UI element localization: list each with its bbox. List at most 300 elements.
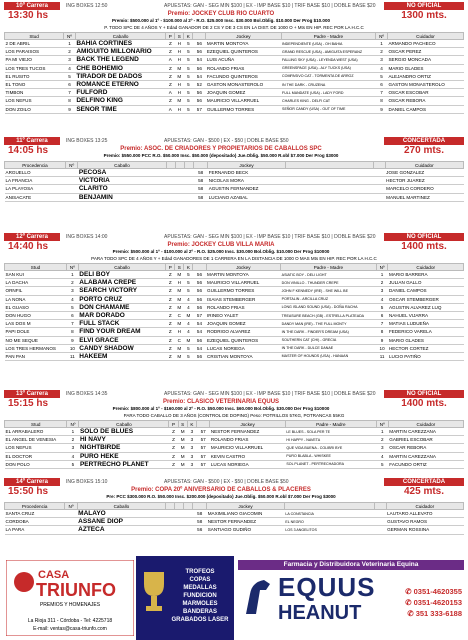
cell-stud: EL ARRABALERO bbox=[5, 428, 67, 436]
cell-saddle-number: 10 bbox=[67, 344, 79, 352]
race-time: 13:30 hs bbox=[8, 10, 49, 21]
cell-pedigree: JOHN F KENNEDY (IRE) - SHE WILL BE bbox=[281, 287, 377, 295]
cell-pedigree bbox=[285, 193, 373, 201]
cell-saddle-number: 4 bbox=[64, 64, 76, 72]
cell-saddle-number: 1 bbox=[67, 271, 79, 279]
runner-row bbox=[5, 320, 464, 328]
cell-p: Z bbox=[166, 80, 175, 88]
cell-p: Z bbox=[166, 303, 175, 311]
cell-p: A bbox=[166, 105, 175, 113]
cell-saddle-number: 8 bbox=[64, 97, 76, 105]
cell-k: 3 bbox=[187, 428, 196, 436]
trofeos-line: MEDALLAS bbox=[183, 585, 217, 591]
column-header: P bbox=[169, 421, 178, 428]
cell-stud: LOS NEFUS bbox=[5, 97, 64, 105]
cell-pedigree: FULL MANDATE (USA) - LADY FORD bbox=[281, 89, 376, 97]
cell-stud: SAN KUI bbox=[5, 271, 67, 279]
runner-row bbox=[5, 352, 464, 360]
cell-trainer: NAHUEL VIJARRA bbox=[388, 311, 464, 319]
cell-weight: 57 bbox=[193, 311, 206, 319]
cell-jockey: FACUNDO QUINTEROS bbox=[206, 72, 281, 80]
boxes-time: ING BOXES 15:10 bbox=[66, 479, 108, 485]
column-header: Nº bbox=[376, 264, 388, 271]
column-header: S bbox=[175, 33, 184, 40]
column-header bbox=[373, 162, 385, 169]
cell-horse-name: SEÑOR TIME bbox=[75, 105, 166, 113]
runner-row bbox=[5, 185, 464, 193]
table-header-row bbox=[5, 33, 464, 40]
cell-horse-name: DELI BOY bbox=[78, 271, 165, 279]
cell-horse-name: BACK THE LEGEND bbox=[75, 56, 166, 64]
cell-saddle-number: 5 bbox=[67, 460, 79, 468]
cell-jockey: CRISTIAN MONTOYA bbox=[206, 352, 281, 360]
cell-pedigree: LA CONSTANCIA bbox=[284, 510, 374, 518]
cell-p: Z bbox=[166, 320, 175, 328]
cell-saddle-number: 6 bbox=[67, 311, 79, 319]
cell-trainer: MARIO BARRERA bbox=[388, 271, 464, 279]
cell-weight: 58 bbox=[193, 518, 207, 526]
race-distance: 1400 mts. bbox=[401, 241, 447, 252]
cell-stud: LA NONA bbox=[5, 295, 67, 303]
column-header: Procedencia bbox=[5, 503, 65, 510]
column-header: Nº bbox=[376, 33, 388, 40]
cell-horse-name: TIRADOR DE DADOS bbox=[75, 72, 166, 80]
runner-row bbox=[5, 428, 464, 436]
cell-number: 8 bbox=[376, 328, 388, 336]
cell-p: Z bbox=[166, 40, 175, 48]
cell-p bbox=[166, 177, 175, 185]
cell-number bbox=[374, 526, 386, 534]
cell-pedigree: IN THE DARK - FINDER'S DREAM (USA) bbox=[281, 328, 377, 336]
cell-weight: 56 bbox=[193, 287, 206, 295]
cell-stud: DON ZOILO bbox=[5, 105, 64, 113]
cell-pedigree: ASIATIC BOY - DELI LIGHT bbox=[281, 271, 377, 279]
cell-trainer: OSCAR ESCOBAR bbox=[387, 89, 463, 97]
runner-row bbox=[5, 518, 464, 526]
cell-p: Z bbox=[169, 460, 178, 468]
column-header bbox=[374, 503, 386, 510]
cell-k: 5 bbox=[184, 279, 193, 287]
column-header: K bbox=[187, 421, 196, 428]
cell-stud: LOS PARAISOS bbox=[5, 48, 64, 56]
runner-row bbox=[5, 510, 464, 518]
cell-saddle-number: 3 bbox=[64, 56, 76, 64]
column-header bbox=[194, 162, 208, 169]
race-conditions: PARA TODO CABALLO DE 3 AÑOS (CONTROL DE DOPING) Peso: POTRILLOS 57KG, POTRANCAS 55KG bbox=[123, 413, 345, 418]
cell-s: M bbox=[178, 444, 187, 452]
cell-stud: LA FRANCIA bbox=[5, 177, 66, 185]
cell-horse-name: ELVI GRACE bbox=[78, 336, 165, 344]
trophy-icon bbox=[14, 572, 34, 592]
cell-saddle-number: 7 bbox=[64, 89, 76, 97]
cell-jockey: NESTOR FERNANDEZ bbox=[207, 518, 285, 526]
cell-p bbox=[166, 510, 175, 518]
cell-pedigree: MASTER OF HOUNDS (USA) - HANAAN bbox=[281, 352, 377, 360]
runner-row bbox=[5, 328, 464, 336]
column-header bbox=[175, 503, 184, 510]
cell-horse-name: HAKEEM bbox=[78, 352, 165, 360]
race-block bbox=[4, 2, 464, 113]
runners-table bbox=[4, 502, 464, 535]
cell-pedigree: SEÑOR CANDY (USA) - OUT OF TIME bbox=[281, 105, 376, 113]
column-header: Jockey bbox=[208, 162, 286, 169]
cell-trainer: DANIEL CAMPOS bbox=[388, 287, 464, 295]
race-number: 11º Carrera bbox=[4, 137, 60, 145]
cell-number bbox=[374, 510, 386, 518]
race-distance: 270 mts. bbox=[403, 145, 445, 156]
column-header: Caballo bbox=[77, 503, 165, 510]
cell-saddle-number bbox=[65, 185, 77, 193]
cell-p: Z bbox=[166, 279, 175, 287]
cell-pedigree bbox=[285, 177, 373, 185]
cell-horse-name: MALAYO bbox=[77, 510, 165, 518]
cell-p: Z bbox=[166, 271, 175, 279]
column-header: Nº bbox=[64, 33, 76, 40]
cell-k: 5 bbox=[184, 64, 193, 72]
column-header: Cuidador bbox=[388, 264, 464, 271]
cell-saddle-number bbox=[65, 193, 77, 201]
cell-s bbox=[175, 177, 184, 185]
cell-s: M bbox=[175, 72, 184, 80]
boxes-time: ING BOXES 12:50 bbox=[66, 3, 108, 9]
runner-row bbox=[5, 80, 464, 88]
cell-s: M bbox=[175, 287, 184, 295]
cell-stud: DON POLO bbox=[5, 460, 67, 468]
cell-jockey: EZEQUIEL QUINTEROS bbox=[206, 336, 281, 344]
column-header: Jockey bbox=[207, 503, 285, 510]
bets-info: APUESTAS: GAN - $500 | EX - $50 | DOBLE BASE $50 bbox=[164, 138, 289, 144]
column-header: K bbox=[184, 33, 193, 40]
svg-text:CASA: CASA bbox=[38, 569, 70, 581]
cell-stud: LA PLAYOSA bbox=[5, 185, 66, 193]
cell-number bbox=[373, 169, 385, 177]
cell-s: H bbox=[175, 80, 184, 88]
cell-k: 5 bbox=[184, 97, 193, 105]
cell-weight: 56 bbox=[193, 352, 206, 360]
cell-k bbox=[184, 518, 193, 526]
cell-stud: PA MI VIEJO bbox=[5, 56, 64, 64]
cell-number bbox=[373, 177, 385, 185]
cell-horse-name: AMIGUITO MILLONARIO bbox=[75, 48, 166, 56]
cell-horse-name: SOLO DE BLUES bbox=[79, 428, 169, 436]
cell-pedigree: TREASURE BEACH (GB) - ESTRELLA PLATEADA bbox=[281, 311, 377, 319]
cell-s: M bbox=[175, 97, 184, 105]
cell-k: 3 bbox=[187, 452, 196, 460]
cell-weight: 56 bbox=[193, 48, 206, 56]
runners-table bbox=[4, 32, 464, 114]
column-header: S bbox=[178, 421, 187, 428]
cell-s: M bbox=[175, 295, 184, 303]
runner-row bbox=[5, 105, 464, 113]
cell-k: 4 bbox=[184, 320, 193, 328]
cell-pedigree: CHARLES KING - DELFI CAT bbox=[281, 97, 376, 105]
cell-jockey: LUCIANO AZABAL bbox=[208, 193, 286, 201]
cell-p: Z bbox=[169, 452, 178, 460]
cell-trainer: ALEJANDRO ORTIZ bbox=[387, 72, 463, 80]
cell-pedigree: PORTALIN - ARCILLA CRUZ bbox=[281, 295, 377, 303]
runner-row bbox=[5, 72, 464, 80]
cell-pedigree bbox=[285, 185, 373, 193]
boxes-time: ING BOXES 14:35 bbox=[66, 391, 108, 397]
cell-saddle-number: 2 bbox=[64, 48, 76, 56]
cell-saddle-number: 4 bbox=[67, 452, 79, 460]
column-header bbox=[193, 264, 206, 271]
runner-row bbox=[5, 295, 464, 303]
bets-info: APUESTAS: GAN - SEG MIN $100 | EX - IMP BASE $10 | TRIF BASE $10 | DOBLE BASE $20 bbox=[164, 3, 376, 9]
cell-number: 10 bbox=[376, 344, 388, 352]
cell-stud: ARGUELLO bbox=[5, 169, 66, 177]
cell-weight: 58 bbox=[194, 185, 208, 193]
cell-k: 3 bbox=[187, 460, 196, 468]
cell-k: 3 bbox=[187, 436, 196, 444]
cell-stud: LA PARA bbox=[5, 526, 65, 534]
cell-stud: EL DOCTOR bbox=[5, 452, 67, 460]
cell-k bbox=[184, 185, 193, 193]
column-header: Nº bbox=[376, 421, 388, 428]
table-header-row bbox=[5, 503, 464, 510]
cell-trainer: GABRIEL ESCOBAR bbox=[388, 436, 463, 444]
race-prize-detail: Premio: $550.000 PCC R.O. $50.000 Insc. $50.000 (depositado) Jue.Oblig. $50.000 R.obl $7.000 Der Prog $3000 bbox=[103, 153, 339, 158]
runner-row bbox=[5, 526, 464, 534]
cell-stud: LOS NEFUS bbox=[5, 444, 67, 452]
race-premio: Premio: JOCKEY CLUB VILLA MARIA bbox=[167, 242, 275, 248]
cell-trainer: JOSE GONZALEZ bbox=[385, 169, 463, 177]
cell-jockey: NICOLAS MORA bbox=[208, 177, 286, 185]
cell-number: 1 bbox=[376, 40, 388, 48]
cell-jockey: EZEQUIEL QUINTEROS bbox=[206, 48, 281, 56]
cell-jockey: SANTIAGO GUDIÑO bbox=[207, 526, 285, 534]
cell-k bbox=[184, 169, 193, 177]
cell-stud: DON HUGO bbox=[5, 311, 67, 319]
column-header: Caballo bbox=[78, 162, 166, 169]
trofeos-line: TROFEOS bbox=[185, 569, 215, 575]
cell-horse-name: HI NAVY bbox=[79, 436, 169, 444]
runner-row bbox=[5, 48, 464, 56]
cell-s: H bbox=[175, 40, 184, 48]
cell-jockey: AGUSTIN FERNANDEZ bbox=[208, 185, 286, 193]
cell-weight: 56 bbox=[193, 295, 206, 303]
cell-weight: 57 bbox=[196, 436, 209, 444]
bets-info: APUESTAS: GAN - SEG MIN $100 | EX - IMP BASE $10 | TRIF BASE $10 | DOBLE BASE $20 bbox=[164, 234, 376, 240]
boxes-time: ING BOXES 13:25 bbox=[66, 138, 108, 144]
trofeos-line: COPAS bbox=[189, 577, 211, 583]
cell-saddle-number: 1 bbox=[64, 40, 76, 48]
runner-row bbox=[5, 303, 464, 311]
cell-horse-name: NIGHTBIRDE bbox=[79, 444, 169, 452]
cell-trainer: MARIO GLADES bbox=[388, 336, 464, 344]
cell-jockey: ROLANDO FRIAS bbox=[206, 303, 281, 311]
race-block bbox=[4, 233, 464, 360]
cell-horse-name: ASSANE DIOP bbox=[77, 518, 165, 526]
cell-trainer: MANUEL MARTINEZ bbox=[385, 193, 463, 201]
svg-text:La Rioja 311 - Córdoba - Tel:: La Rioja 311 - Córdoba - Tel: 4225718 bbox=[27, 618, 113, 624]
column-header: Jockey bbox=[206, 33, 281, 40]
column-header: Cuidador bbox=[387, 33, 463, 40]
cell-stud: EL GUASO bbox=[5, 303, 67, 311]
cell-s: M bbox=[178, 428, 187, 436]
cell-number: 1 bbox=[376, 271, 388, 279]
race-prize-detail: Premio: $500.000 al 1º - $100.000 al 2º - R.O. $25.000 Insc. $30.000 Bol.Oblig. $10.000 Der Prog $10000 bbox=[112, 249, 330, 254]
cell-pedigree: DON VINILLO - THUNDER CREPE bbox=[281, 279, 377, 287]
phone-number: ✆ 0351-4620355 bbox=[405, 587, 462, 596]
column-header bbox=[175, 162, 184, 169]
cell-horse-name: PERTRECHO PLANET bbox=[79, 460, 169, 468]
cell-stud: PAPI DOLE bbox=[5, 328, 67, 336]
cell-trainer: HECTOR CORTEZ bbox=[388, 344, 464, 352]
cell-number bbox=[374, 518, 386, 526]
cell-k: 5 bbox=[184, 80, 193, 88]
cell-saddle-number: 3 bbox=[67, 287, 79, 295]
race-time: 15:15 hs bbox=[8, 398, 49, 409]
cell-trainer: GERMAN ROSSINA bbox=[386, 526, 463, 534]
cell-saddle-number: 2 bbox=[67, 279, 79, 287]
cell-saddle-number bbox=[65, 526, 77, 534]
cell-stud: 2 DE ABRIL bbox=[5, 40, 64, 48]
cell-jockey: LUCAS NORIEGA bbox=[210, 460, 286, 468]
cell-trainer: FACUNDO ORTIZ bbox=[388, 460, 463, 468]
column-header: P bbox=[166, 264, 175, 271]
table-header-row bbox=[5, 162, 464, 169]
race-status: NO OFICIAL bbox=[384, 390, 464, 398]
cell-s: M bbox=[178, 460, 187, 468]
cell-s: M bbox=[175, 320, 184, 328]
cell-horse-name: CANDY SHADOW bbox=[78, 344, 165, 352]
cell-pedigree: IN THE DARK - CRUZENA bbox=[281, 80, 376, 88]
cell-weight: 57 bbox=[196, 452, 209, 460]
column-header: Cuidador bbox=[385, 162, 463, 169]
runner-row bbox=[5, 444, 464, 452]
cell-k: 5 bbox=[184, 72, 193, 80]
cell-number: 2 bbox=[376, 436, 388, 444]
cell-trainer: OSCAR REBORA bbox=[388, 444, 463, 452]
race-block bbox=[4, 478, 464, 534]
svg-text:TRIUNFO: TRIUNFO bbox=[36, 580, 116, 600]
race-number: 13º Carrera bbox=[4, 390, 60, 398]
cell-p: Z bbox=[166, 352, 175, 360]
cell-number: 11 bbox=[376, 352, 388, 360]
cell-jockey: ROLANDO FRIAS bbox=[210, 436, 286, 444]
cell-stud: LAS DOS M bbox=[5, 320, 67, 328]
race-distance: 1300 mts. bbox=[401, 10, 447, 21]
cell-pedigree: COMPASIVO CAT - TORMENTA DE ARROZ bbox=[281, 72, 376, 80]
svg-text:PREMIOS Y HOMENAJES: PREMIOS Y HOMENAJES bbox=[39, 602, 101, 608]
cell-jockey: GUILLERMO TORRES bbox=[206, 287, 281, 295]
column-header: Padre - Madre bbox=[285, 421, 376, 428]
cell-trainer: MARTIN CAREZZANA bbox=[388, 428, 463, 436]
cell-k bbox=[184, 526, 193, 534]
trofeos-ad bbox=[136, 556, 234, 640]
cell-weight: 57 bbox=[196, 460, 209, 468]
cell-trainer: AGUSTIN ALVAREZ LUQ bbox=[388, 303, 464, 311]
cell-k: 5 bbox=[184, 56, 193, 64]
cell-number: 7 bbox=[376, 89, 388, 97]
cell-k: 5 bbox=[184, 105, 193, 113]
cell-stud: LOS TRES TUCOS bbox=[5, 64, 64, 72]
runner-row bbox=[5, 177, 464, 185]
cell-weight: 56 bbox=[193, 64, 206, 72]
runner-row bbox=[5, 271, 464, 279]
cell-horse-name: BENJAMIN bbox=[78, 193, 166, 201]
column-header bbox=[166, 503, 175, 510]
cell-p: Z bbox=[166, 48, 175, 56]
runner-row bbox=[5, 344, 464, 352]
cell-jockey: LUIS ACUÑA bbox=[206, 56, 281, 64]
race-time: 15:50 hs bbox=[8, 486, 49, 497]
cell-k: 5 bbox=[184, 89, 193, 97]
cell-k: M bbox=[184, 311, 193, 319]
cell-saddle-number: 1 bbox=[67, 428, 79, 436]
cell-number: 4 bbox=[376, 64, 388, 72]
cell-number: 7 bbox=[376, 320, 388, 328]
race-number: 10º Carrera bbox=[4, 2, 60, 10]
column-header: Padre - Madre bbox=[281, 264, 377, 271]
cell-trainer: MARCELO CORDERO bbox=[385, 185, 463, 193]
cell-horse-name: FIND YOUR DREAM bbox=[78, 328, 165, 336]
cell-weight: 56 bbox=[193, 271, 206, 279]
cell-number: 3 bbox=[376, 444, 388, 452]
cell-saddle-number bbox=[65, 169, 77, 177]
cell-p: Z bbox=[166, 311, 175, 319]
cell-trainer: ARMANDO PACHECO bbox=[387, 40, 463, 48]
cell-s: M bbox=[178, 436, 187, 444]
cell-saddle-number: 5 bbox=[64, 72, 76, 80]
equus-ad: Farmacia y Distribuidora Veterinaria Equina EQUUS HEANUT ✆ 0351-4620355 ✆ 0351-4620153 ✆ 351 333-6188 bbox=[238, 560, 464, 636]
cell-s bbox=[175, 169, 184, 177]
cell-jockey: GASTON MONASTEROLO bbox=[206, 80, 281, 88]
cell-stud: NO ME SEQUE bbox=[5, 336, 67, 344]
column-header bbox=[285, 162, 373, 169]
bets-info: APUESTAS: GAN - SEG MIN $100 | EX - IMP BASE $10 | TRIF BASE $10 | DOBLE BASE $20 bbox=[164, 391, 376, 397]
column-header: Nº bbox=[67, 264, 79, 271]
phone-number: ✆ 351 333-6188 bbox=[407, 609, 462, 618]
cell-number: 5 bbox=[376, 72, 388, 80]
cell-trainer: GUSTAVO RAMOS bbox=[386, 518, 463, 526]
race-prize-detail: Premio: $500.000 al 1º - $100.000 al 2º - R.O. $25.000 Insc. $30.000 Bol.Oblig. $10.000 Der Prog $10.000 bbox=[112, 18, 330, 23]
cell-number bbox=[373, 193, 385, 201]
race-prize-detail: Premio: $800.000 al 1º - $160.000 al 2º - R.O. $50.000 Insc. $60.000 Bol.Oblig. $30.000 Der Prog $10000 bbox=[112, 406, 330, 411]
cell-stud: EL RUSITO bbox=[5, 72, 64, 80]
cell-trainer: LUCIO PATIÑO bbox=[388, 352, 464, 360]
cell-jockey: JOAQUIN GOMEZ bbox=[206, 89, 281, 97]
cell-weight: 56 bbox=[193, 40, 206, 48]
column-header: Caballo bbox=[75, 33, 166, 40]
boxes-time: ING BOXES 14:00 bbox=[66, 234, 108, 240]
cell-number: 6 bbox=[376, 80, 388, 88]
cell-number bbox=[373, 185, 385, 193]
runners-table bbox=[4, 420, 464, 469]
race-premio: Premio: ASOC. DE CRIADORES Y PROPIETARIOS DE CABALLOS SPC bbox=[120, 146, 322, 152]
cell-pedigree: GRAND RESCUE (USA) - AMIGUITA ESPERANZ bbox=[281, 48, 376, 56]
race-status: CONCERTADA bbox=[384, 137, 464, 145]
cell-pedigree: LOS 3 ANGELITOS bbox=[284, 526, 374, 534]
cell-s: H bbox=[175, 89, 184, 97]
cell-saddle-number: 9 bbox=[67, 336, 79, 344]
column-header: Padre - Madre bbox=[281, 33, 376, 40]
cell-pedigree bbox=[285, 169, 373, 177]
cell-jockey: IRINEO YALET bbox=[206, 311, 281, 319]
cell-number: 9 bbox=[376, 336, 388, 344]
cell-k: 5 bbox=[184, 344, 193, 352]
column-header: Stud bbox=[5, 33, 64, 40]
race-distance: 425 mts. bbox=[403, 486, 445, 497]
runner-row bbox=[5, 193, 464, 201]
column-header: P bbox=[166, 33, 175, 40]
cell-jockey: MAURICIO VILLARRUEL bbox=[206, 279, 281, 287]
cell-weight: 54 bbox=[193, 328, 206, 336]
column-header: Stud bbox=[5, 421, 67, 428]
cell-saddle-number: 5 bbox=[67, 303, 79, 311]
race-block bbox=[4, 137, 464, 201]
